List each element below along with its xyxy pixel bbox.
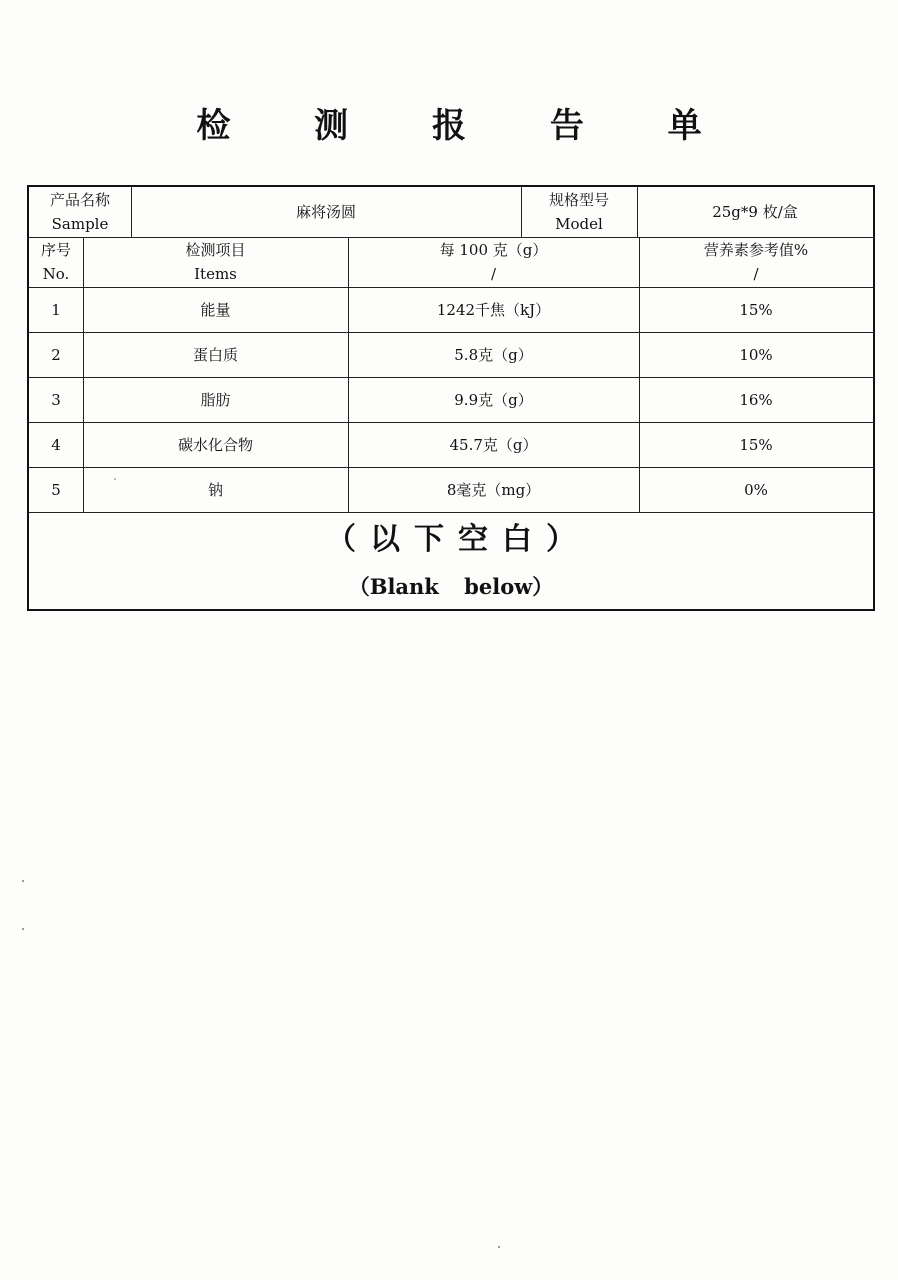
row-item: 蛋白质 xyxy=(192,345,238,364)
sample-label-cn: 产品名称 xyxy=(49,191,110,209)
model-label-en: Model xyxy=(555,215,603,233)
header-nrv-en: / xyxy=(753,265,759,283)
row-per100: 5.8克（g） xyxy=(454,345,533,364)
row-nrv: 0% xyxy=(744,480,768,499)
header-items-cn: 检测项目 xyxy=(185,241,246,259)
row-item: 钠 xyxy=(207,480,223,499)
row-per100: 1242千焦（kJ） xyxy=(436,300,551,319)
header-per100 xyxy=(348,237,639,287)
sample-value-text: 麻将汤圆 xyxy=(295,203,356,221)
row-nrv: 15% xyxy=(739,435,773,454)
blank-below-en: （Blank below） xyxy=(348,574,554,599)
header-per100-en: / xyxy=(490,265,497,283)
row-no: 2 xyxy=(51,345,61,364)
row-nrv: 10% xyxy=(739,345,773,364)
row-no: 1 xyxy=(51,300,61,319)
row-per100: 8毫克（mg） xyxy=(446,480,541,499)
row-no: 4 xyxy=(51,435,61,454)
sample-label-en: Sample xyxy=(51,215,109,233)
model-label-cn: 规格型号 xyxy=(548,191,609,209)
row-no: 5 xyxy=(51,480,61,499)
header-no xyxy=(29,237,83,287)
scan-speck xyxy=(22,928,24,930)
header-nrv xyxy=(639,237,873,287)
header-items-en: Items xyxy=(194,265,237,283)
row-nrv: 15% xyxy=(739,300,773,319)
header-nrv-cn: 营养素参考值% xyxy=(703,241,809,259)
model-value-text: 25g*9 枚/盒 xyxy=(712,203,798,221)
report-title: 检 测 报 告 单 xyxy=(196,106,738,146)
table-rule xyxy=(29,512,873,513)
model-value xyxy=(637,187,873,237)
header-items xyxy=(83,237,348,287)
model-label xyxy=(521,187,637,237)
scan-speck xyxy=(22,880,24,882)
scan-speck xyxy=(498,1246,500,1248)
row-item: 脂肪 xyxy=(200,390,231,409)
sample-value xyxy=(131,187,521,237)
report-table xyxy=(27,185,875,611)
sample-label xyxy=(29,187,131,237)
blank-below-cn: （以下空白） xyxy=(326,522,590,557)
scan-speck xyxy=(114,478,116,480)
header-no-en: No. xyxy=(42,265,70,283)
row-per100: 9.9克（g） xyxy=(454,390,533,409)
row-item: 能量 xyxy=(200,300,231,319)
header-per100-cn: 每 100 克（g） xyxy=(439,241,548,259)
row-item: 碳水化合物 xyxy=(177,435,253,454)
header-no-cn: 序号 xyxy=(40,241,71,259)
row-nrv: 16% xyxy=(739,390,773,409)
row-no: 3 xyxy=(51,390,61,409)
row-per100: 45.7克（g） xyxy=(449,435,538,454)
